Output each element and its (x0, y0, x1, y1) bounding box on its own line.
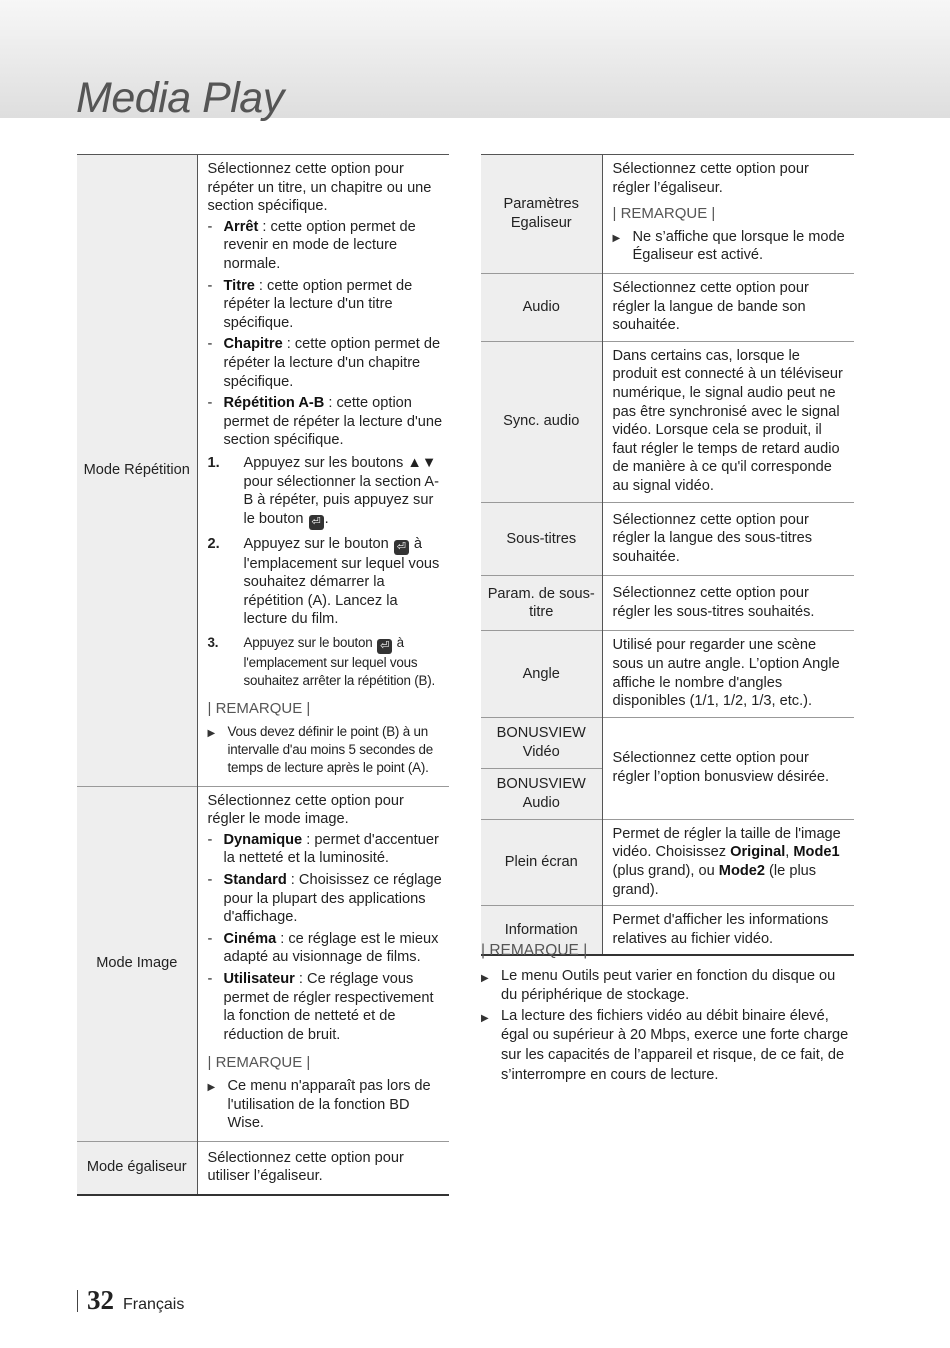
option-label: Angle (481, 631, 602, 717)
item-text: : ce réglage est le mieux adapté au visionnage de films. (223, 930, 439, 966)
step-item (208, 454, 444, 530)
item-text: : cette option permet de répéter la lecture d'une section spécifique. (223, 395, 443, 449)
step-item (208, 634, 444, 690)
option-description (197, 786, 449, 1141)
step-text: Appuyez sur le bouton (243, 535, 389, 552)
table-row-image (77, 786, 449, 1141)
option-mode1: Mode1 (793, 844, 840, 861)
option-intro: Sélectionnez cette option pour répéter un titre, un chapitre ou une section spécifique. (207, 161, 432, 215)
option-label: Sync. audio (481, 341, 602, 502)
item-text: : cette option permet de revenir en mode de lecture normale. (223, 218, 416, 272)
option-label: Sous-titres (481, 502, 602, 576)
table-row-bonusview (481, 717, 854, 819)
desc-text: , (785, 844, 794, 861)
note-text: Ce menu n'apparaît pas lors de l'utilisation de la fonction BD Wise. (227, 1077, 431, 1132)
bonusview-video-label: BONUSVIEW Vidéo (481, 718, 602, 769)
option-label: Param. de sous-titre (481, 576, 602, 631)
footer-language: Français (123, 1296, 185, 1313)
page-title: Media Play (76, 74, 284, 122)
option-description (197, 155, 449, 787)
option-original: Original (730, 844, 786, 861)
option-description: Dans certains cas, lorsque le produit est connecté à un téléviseur numérique, le signal audio peut ne pas être synchronisé avec le signal vidéo. Lorsque cela se produit, il faut régler le temps de retard audio de manière à ce qu'il corresponde au signal vidéo. (612, 347, 843, 494)
step-suffix: à l'emplacement sur lequel vous souhaitez démarrer la répétition (A). Lancez la lecture du film. (243, 535, 440, 628)
step-item (208, 535, 444, 629)
item-text: : cette option permet de répéter la lecture d'un titre spécifique. (223, 277, 413, 331)
bonusview-audio-label: BONUSVIEW Audio (496, 776, 586, 811)
option-description: Sélectionnez cette option pour régler l’option bonusview désirée. (612, 750, 830, 785)
step-number: 2. (207, 535, 220, 552)
option-label: Audio (481, 273, 602, 341)
note-item (481, 1007, 853, 1085)
item-term: Répétition A-B (223, 395, 325, 412)
option-description: Sélectionnez cette option pour régler les sous-titres souhaités. (612, 585, 815, 620)
step-text: Appuyez sur le bouton (243, 635, 373, 651)
enter-button-icon: ⏎ (377, 639, 392, 654)
list-item: - Titre : cette option permet de répéter la lecture d'un titre spécifique. (207, 277, 413, 331)
note-item (208, 1077, 444, 1133)
note-heading: | REMARQUE | (481, 942, 588, 959)
step-number: 1. (207, 454, 220, 471)
enter-button-icon: ⏎ (394, 540, 409, 555)
triangle-right-icon: ▶ (207, 1081, 216, 1093)
note-item (208, 723, 444, 778)
list-item: - Cinéma : ce réglage est le mieux adapté au visionnage de films. (207, 930, 439, 966)
list-item: - Dynamique : permet d'accentuer la netteté et la luminosité. (207, 831, 439, 867)
triangle-right-icon: ▶ (612, 232, 621, 244)
triangle-right-icon: ▶ (481, 972, 489, 984)
item-term: Titre (223, 277, 255, 294)
option-mode2: Mode2 (718, 863, 765, 880)
right-options-table (481, 154, 854, 956)
note-heading: | REMARQUE | (207, 1054, 311, 1072)
item-term: Utilisateur (223, 971, 295, 988)
table-row-angle (481, 631, 854, 717)
item-term: Standard (223, 872, 287, 889)
table-row-equalizer (77, 1141, 449, 1195)
note-item (481, 967, 853, 1006)
item-text: : permet d'accentuer la netteté et la luminosité. (223, 831, 439, 867)
option-label: Information (481, 906, 602, 956)
option-intro: Sélectionnez cette option pour régler l’égaliseur. (612, 161, 809, 196)
triangle-right-icon: ▶ (207, 728, 215, 740)
table-row-subtitle-params (481, 576, 854, 631)
page-footer (77, 1285, 184, 1316)
item-term: Cinéma (223, 930, 277, 947)
item-term: Dynamique (223, 831, 303, 848)
step-suffix: . (324, 510, 329, 527)
left-options-table (77, 154, 449, 1196)
step-number: 3. (207, 635, 219, 651)
note-heading: | REMARQUE | (612, 205, 716, 223)
list-item: - Chapitre : cette option permet de répéter la lecture d'un chapitre spécifique. (207, 336, 441, 390)
option-description: Utilisé pour regarder une scène sous un autre angle. L’option Angle affiche le nombre d'angles disponibles (1/1, 1/2, 1/3, etc.). (612, 637, 840, 710)
table-row-repeat (77, 155, 449, 787)
option-label (481, 717, 602, 819)
enter-button-icon: ⏎ (309, 515, 324, 530)
list-item: - Répétition A-B : cette option permet de répéter la lecture d'une section spécifique. (207, 395, 443, 449)
option-description: Sélectionnez cette option pour régler la langue de bande son souhaitée. (612, 279, 809, 334)
list-item: - Arrêt : cette option permet de revenir en mode de lecture normale. (207, 218, 416, 272)
desc-text: (le plus grand). (612, 863, 817, 898)
item-text: : cette option permet de répéter la lecture d'un chapitre spécifique. (223, 336, 441, 390)
table-row-subtitles (481, 502, 854, 576)
desc-text: (plus grand), ou (612, 863, 719, 880)
desc-text: Permet de régler la taille de l'image vidéo. Choisissez (612, 825, 841, 861)
footer-divider (77, 1290, 78, 1312)
list-item: - Utilisateur : Ce réglage vous permet de régler respectivement la fonction de netteté et de réduction de bruit. (207, 971, 434, 1043)
option-description: Sélectionnez cette option pour régler la langue des sous-titres souhaitée. (612, 511, 813, 565)
note-text: Vous devez définir le point (B) à un intervalle d'au moins 5 secondes de temps de lecture après le point (A). (227, 724, 433, 776)
option-description: Sélectionnez cette option pour utiliser l’égaliseur. (207, 1149, 404, 1185)
option-label: Paramètres Egaliseur (481, 155, 602, 274)
note-heading: | REMARQUE | (207, 700, 311, 718)
note-text: Ne s’affiche que lorsque le mode Égaliseur est activé. (632, 228, 845, 264)
note-text: La lecture des fichiers vidéo au débit binaire élevé, égal ou supérieur à 20 Mbps, exerce une forte charge sur les capacités de l’appareil et risque, de ce fait, de s’interrompre en cours de lecture. (501, 1007, 849, 1083)
step-text: Appuyez sur les boutons ▲▼ pour sélectionner la section A-B à répéter, puis appuyez sur le bouton (243, 454, 440, 527)
option-description (602, 155, 854, 274)
option-label: Mode égaliseur (77, 1141, 197, 1195)
general-notes (481, 941, 853, 1086)
option-intro: Sélectionnez cette option pour régler le mode image. (207, 792, 404, 828)
option-description (602, 819, 854, 905)
item-term: Chapitre (223, 336, 283, 353)
option-label: Mode Répétition (77, 155, 197, 787)
option-label: Plein écran (481, 819, 602, 905)
table-row-fullscreen (481, 819, 854, 905)
table-row-sync (481, 341, 854, 502)
option-label: Mode Image (77, 786, 197, 1141)
option-description: Permet d'afficher les informations relatives au fichier vidéo. (612, 912, 829, 947)
note-text: Le menu Outils peut varier en fonction du disque ou du périphérique de stockage. (501, 967, 836, 1004)
step-suffix: à l'emplacement sur lequel vous souhaitez arrêter la répétition (B). (243, 635, 436, 689)
table-row-audio (481, 273, 854, 341)
item-text: : Ce réglage vous permet de régler respectivement la fonction de netteté et de réduction de bruit. (223, 971, 434, 1043)
triangle-right-icon: ▶ (481, 1012, 489, 1024)
table-row-eq-params (481, 155, 854, 274)
list-item: - Standard : Choisissez ce réglage pour la plupart des applications d'affichage. (207, 872, 442, 926)
note-item (613, 228, 849, 265)
item-term: Arrêt (223, 218, 259, 235)
page-number: 32 (87, 1285, 114, 1315)
item-text: : Choisissez ce réglage pour la plupart des applications d'affichage. (223, 872, 442, 926)
